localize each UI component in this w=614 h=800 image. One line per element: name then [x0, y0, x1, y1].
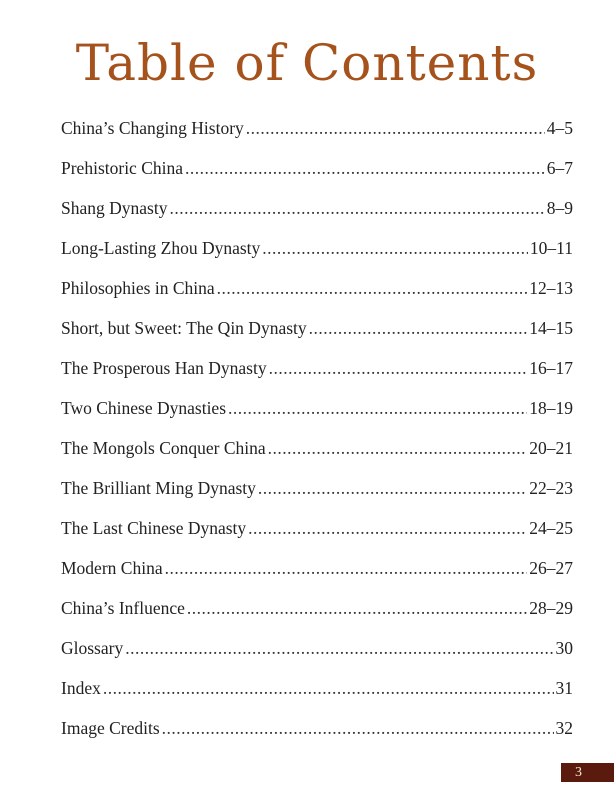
toc-entry-label: Two Chinese Dynasties	[61, 398, 227, 418]
toc-entry-pages: 18–19	[529, 398, 573, 418]
dot-leader	[162, 718, 554, 739]
toc-entry-label: The Prosperous Han Dynasty	[61, 358, 267, 378]
toc-entry-label: Image Credits	[61, 718, 160, 738]
dot-leader	[258, 478, 527, 499]
toc-entry	[61, 598, 573, 638]
toc-entry-pages: 6–7	[546, 158, 573, 178]
toc-entry	[61, 558, 573, 598]
toc-entry	[61, 158, 573, 198]
toc-entry-pages: 14–15	[529, 318, 573, 338]
toc-entry	[61, 478, 573, 518]
toc-entry	[61, 718, 573, 758]
toc-entry-pages: 12–13	[529, 278, 573, 298]
dot-leader	[309, 318, 528, 339]
toc-entry	[61, 318, 573, 358]
dot-leader	[248, 518, 527, 539]
toc-entry	[61, 358, 573, 398]
toc-entry	[61, 238, 573, 278]
dot-leader	[268, 438, 528, 459]
toc-entry-pages: 31	[555, 678, 573, 698]
toc-entry	[61, 278, 573, 318]
dot-leader	[269, 358, 528, 379]
page-number: 3	[561, 763, 614, 782]
toc-entry-pages: 4–5	[546, 118, 573, 138]
toc-entry	[61, 398, 573, 438]
dot-leader	[103, 678, 554, 699]
toc-entry-label: Index	[61, 678, 101, 698]
toc-entry-pages: 20–21	[529, 438, 573, 458]
dot-leader	[169, 198, 544, 219]
toc-entry-label: Shang Dynasty	[61, 198, 168, 218]
toc-entry-label: Glossary	[61, 638, 124, 658]
toc-list	[61, 118, 573, 758]
toc-entry-pages: 26–27	[529, 558, 573, 578]
toc-entry-pages: 32	[555, 718, 573, 738]
toc-entry-pages: 24–25	[529, 518, 573, 538]
toc-entry-label: The Last Chinese Dynasty	[61, 518, 247, 538]
toc-entry-label: Short, but Sweet: The Qin Dynasty	[61, 318, 307, 338]
toc-entry-pages: 30	[555, 638, 573, 658]
toc-entry	[61, 118, 573, 158]
page-title: Table of Contents	[75, 34, 539, 92]
toc-entry-label: Philosophies in China	[61, 278, 215, 298]
dot-leader	[125, 638, 553, 659]
toc-entry-label: Modern China	[61, 558, 163, 578]
toc-entry-label: Long-Lasting Zhou Dynasty	[61, 238, 261, 258]
toc-entry-pages: 28–29	[529, 598, 573, 618]
toc-entry-pages: 22–23	[529, 478, 573, 498]
dot-leader	[185, 158, 545, 179]
toc-entry	[61, 198, 573, 238]
toc-entry	[61, 638, 573, 678]
toc-entry-label: China’s Changing History	[61, 118, 244, 138]
toc-entry-label: The Brilliant Ming Dynasty	[61, 478, 256, 498]
toc-entry	[61, 438, 573, 478]
toc-entry-pages: 10–11	[529, 238, 573, 258]
toc-entry-label: The Mongols Conquer China	[61, 438, 266, 458]
toc-entry-pages: 16–17	[529, 358, 573, 378]
dot-leader	[262, 238, 528, 259]
toc-entry-label: China’s Influence	[61, 598, 185, 618]
dot-leader	[217, 278, 528, 299]
toc-entry	[61, 518, 573, 558]
dot-leader	[228, 398, 527, 419]
toc-entry-label: Prehistoric China	[61, 158, 183, 178]
toc-entry	[61, 678, 573, 718]
dot-leader	[187, 598, 527, 619]
dot-leader	[246, 118, 545, 139]
dot-leader	[165, 558, 528, 579]
toc-entry-pages: 8–9	[546, 198, 573, 218]
